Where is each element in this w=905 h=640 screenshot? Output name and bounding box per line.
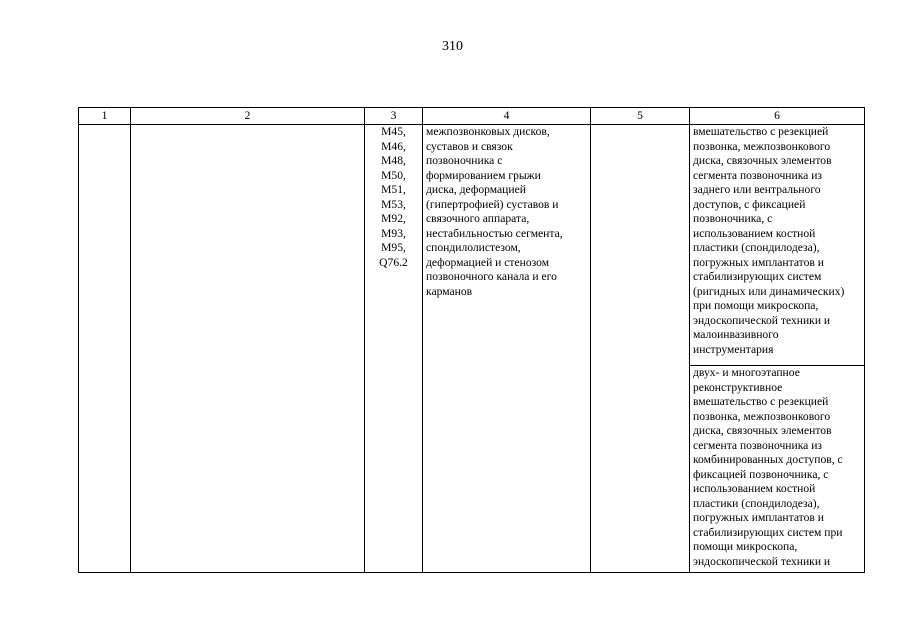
text-line: сегмента позвоночника из	[693, 168, 822, 182]
text-line: доступов, с фиксацией	[693, 197, 806, 211]
text-line: эндоскопической техники и	[693, 313, 831, 327]
icd-code: M95,	[381, 241, 406, 254]
icd-code: M50,	[381, 168, 406, 182]
cell-procedure-second	[690, 366, 865, 573]
text-line: стабилизирующих систем при	[693, 525, 843, 539]
text-line: позвонка, межпозвонкового	[693, 139, 831, 153]
text-line: погружных имплантатов и	[693, 511, 824, 524]
text-line: при помощи микроскопа,	[693, 299, 819, 312]
cell-icd-codes	[365, 125, 423, 573]
icd-code: M93,	[381, 226, 406, 240]
text-line: карманов	[426, 284, 473, 298]
text-line: малоинвазивного	[693, 328, 779, 341]
icd-code: M45,	[381, 125, 406, 138]
text-line: вмешательство с резекцией	[693, 125, 829, 138]
header-cell-1: 1	[79, 108, 131, 125]
text-line: межпозвонковых дисков,	[426, 125, 550, 138]
header-cell-3: 3	[365, 108, 423, 125]
page-number: 310	[442, 39, 463, 54]
text-line: связочного аппарата,	[426, 212, 530, 225]
text-line: реконструктивное	[693, 380, 783, 394]
text-line: комбинированных доступов, с	[693, 453, 843, 466]
text-line: использованием костной	[693, 482, 816, 495]
text-line: сегмента позвоночника из	[693, 438, 822, 452]
cell-diagnosis-description	[423, 125, 591, 573]
header-cell-6: 6	[690, 108, 865, 125]
header-cell-2: 2	[131, 108, 365, 125]
text-line: (ригидных или динамических)	[693, 284, 845, 298]
header-cell-5: 5	[591, 108, 690, 125]
text-line: позвоночного канала и его	[426, 270, 557, 283]
text-line: (гипертрофией) суставов и	[426, 197, 559, 211]
icd-code: M92,	[381, 212, 406, 225]
text-line: нестабильностью сегмента,	[426, 226, 563, 240]
icd-code: M53,	[381, 197, 406, 211]
text-line: диска, связочных элементов	[693, 424, 832, 437]
text-line: диска, связочных элементов	[693, 154, 832, 167]
text-line: позвоночника, с	[693, 212, 773, 225]
text-line: заднего или вентрального	[693, 183, 821, 196]
text-line: пластики (спондилодеза),	[693, 496, 820, 510]
text-line: позвонка, межпозвонкового	[693, 409, 831, 423]
text-line: стабилизирующих систем	[693, 270, 822, 283]
cell-col1	[79, 125, 131, 573]
text-line: формированием грыжи	[426, 168, 541, 182]
text-line: позвоночника с	[426, 154, 503, 167]
text-line: погружных имплантатов и	[693, 255, 824, 269]
text-line: пластики (спондилодеза),	[693, 241, 820, 254]
icd-code: Q76.2	[379, 255, 408, 269]
text-line: эндоскопической техники и	[693, 554, 831, 568]
text-line: диска, деформацией	[426, 183, 526, 196]
table-row	[79, 125, 865, 366]
header-cell-4: 4	[423, 108, 591, 125]
text-line: вмешательство с резекцией	[693, 395, 829, 408]
text-line: двух- и многоэтапное	[693, 366, 800, 379]
cell-procedure-first	[690, 125, 865, 366]
medical-procedures-table	[78, 107, 865, 573]
text-line: использованием костной	[693, 226, 816, 240]
cell-col5	[591, 125, 690, 573]
cell-col2	[131, 125, 365, 573]
icd-code: M46,	[381, 139, 406, 153]
text-line: суставов и связок	[426, 139, 513, 153]
text-line: деформацией и стенозом	[426, 255, 550, 269]
text-line: фиксацией позвоночника, с	[693, 467, 829, 481]
text-line: спондилолистезом,	[426, 241, 521, 254]
text-line: помощи микроскопа,	[693, 540, 798, 553]
icd-code: M51,	[381, 183, 406, 196]
text-line: инструментария	[693, 342, 774, 356]
icd-code: M48,	[381, 154, 406, 167]
table-header-row	[79, 108, 865, 125]
